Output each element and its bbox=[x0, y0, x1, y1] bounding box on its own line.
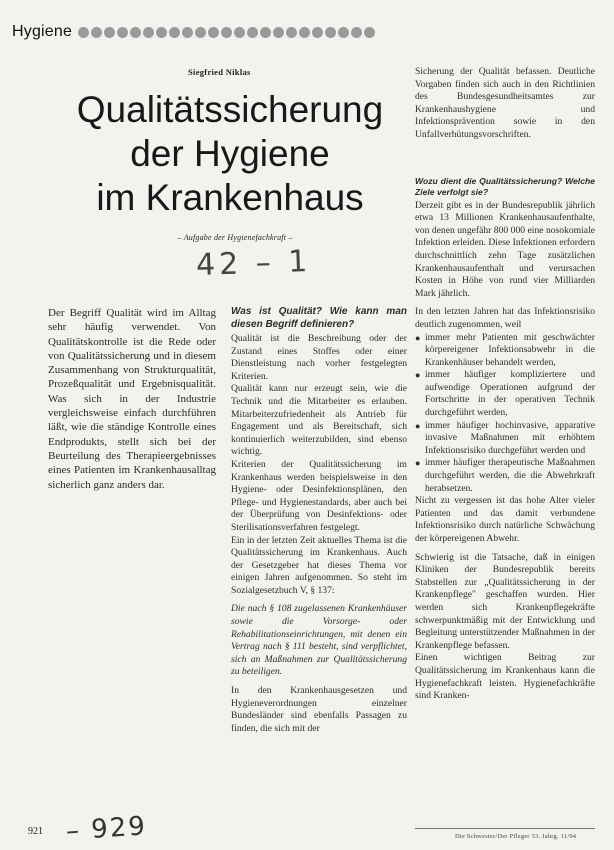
column-1 bbox=[48, 306, 216, 492]
section-heading: Wozu dient die Qualitätssicherung? Welche Ziele verfolgt sie? bbox=[415, 175, 595, 197]
bullet-icon: ● bbox=[415, 332, 421, 343]
decor-dot bbox=[364, 27, 375, 38]
handwritten-note: 42 – 1 bbox=[195, 243, 312, 284]
intro-paragraph: Der Begriff Qualität wird im Alltag sehr häufig verwendet. Von Qualitätskontrolle ist die Rede oder von Qualitätssicherung und in diesem Zusammenhang von Strukturqualität, Prozeßqualität und Ergebnisqualität. Was sich in der Industrie vergleichsweise einfach durchführen läßt, wie die ständige Kontrolle eines Endprodukts, stellt sich bei der Beurteilung des Therapieergebnisses eines Patienten im Krankenhausalltag sicherlich ganz anders dar. bbox=[48, 307, 216, 491]
decor-dot bbox=[169, 27, 180, 38]
section-label: Hygiene bbox=[12, 23, 73, 40]
decor-dot bbox=[338, 27, 349, 38]
decor-dot bbox=[78, 27, 89, 38]
page-number: 921 bbox=[28, 826, 43, 837]
decor-dot bbox=[351, 27, 362, 38]
paragraph: Schwierig ist die Tatsache, daß in einigen Kliniken der Bundesrepublik bereits Stabstellen zur „Qualitätssicherung in der Krankenpflege" geschaffen wurden. Hier werden sich Krankenpflegekräfte schwerpunktmäßig mit der Entwicklung und Begleitung unterstützender Maßnahmen in der Krankenpflege befassen. bbox=[415, 551, 595, 651]
decor-dot bbox=[143, 27, 154, 38]
decor-dot bbox=[208, 27, 219, 38]
bullet-item: ● immer mehr Patienten mit geschwächter körpereigener Infektionsabwehr in die Krankenhäuser behandelt werden, bbox=[415, 331, 595, 368]
title-line-1: Qualitätssicherung bbox=[76, 89, 384, 130]
decor-dot bbox=[312, 27, 323, 38]
paragraph: Qualität kann nur erzeugt sein, wie die Technik und die Mitarbeiter es erlauben. Mitarbeiterzufriedenheit als Antrieb für Engagement und als Bereitschaft, sich kontinuierlich weiterzubilden, sind ebenso wichtig. bbox=[231, 383, 407, 458]
decor-dot bbox=[286, 27, 297, 38]
header-dot-band bbox=[78, 27, 375, 38]
bullet-icon: ● bbox=[415, 420, 421, 431]
paragraph: Sicherung der Qualität befassen. Deutliche Vorgaben finden sich auch in den Richtlinien des Bundesgesundheitsamtes zur Krankenhaushygiene und Infektionsprävention sowie in den Unfallverhütungsvorschriften. bbox=[415, 66, 595, 140]
article-title bbox=[60, 88, 400, 220]
bullet-item: ● immer häufiger hochinvasive, apparative invasive Maßnahmen mit erhöhtem Infektionsrisiko durchgeführt werden und bbox=[415, 419, 595, 456]
title-line-3: im Krankenhaus bbox=[96, 177, 364, 218]
journal-footer: Die Schwester/Der Pfleger 33. Jahrg. 11/94 bbox=[455, 833, 577, 840]
bullet-item: ● immer häufiger kompliziertere und aufwendige Operationen aufgrund der Fortschritte in der operativen Technik durchgeführt werden, bbox=[415, 369, 595, 419]
decor-dot bbox=[247, 27, 258, 38]
decor-dot bbox=[130, 27, 141, 38]
paragraph: In den letzten Jahren hat das Infektionsrisiko deutlich zugenommen, weil bbox=[415, 306, 595, 330]
decor-dot bbox=[117, 27, 128, 38]
law-quote: Die nach § 108 zugelassenen Krankenhäuser sowie die Vorsorge- oder Rehabilitationseinrichtungen, mit denen ein Vertrag nach § 111 besteht, sind verpflichtet, sich an Maßnahmen zur Qualitätssicherung zu beteiligen. bbox=[231, 603, 407, 678]
decor-dot bbox=[195, 27, 206, 38]
column-2 bbox=[231, 306, 407, 735]
decor-dot bbox=[260, 27, 271, 38]
paragraph: In den Krankenhausgesetzen und Hygieneverordnungen einzelner Bundesländer sind ebenfalls Passagen zu finden, die sich mit der bbox=[231, 685, 407, 734]
footer-divider bbox=[415, 828, 595, 829]
article-subtitle: – Aufgabe der Hygienefachkraft – bbox=[177, 233, 293, 242]
bullet-icon: ● bbox=[415, 458, 421, 469]
decor-dot bbox=[234, 27, 245, 38]
decor-dot bbox=[221, 27, 232, 38]
decor-dot bbox=[91, 27, 102, 38]
section-header bbox=[12, 22, 375, 42]
section-heading: Was ist Qualität? Wie kann man diesen Begriff definieren? bbox=[231, 306, 407, 330]
article-author: Siegfried Niklas bbox=[188, 67, 251, 77]
paragraph: Derzeit gibt es in der Bundesrepublik jährlich etwa 13 Millionen Krankenhausaufenthalte, von denen ungefähr 800 000 eine nosokomiale Infektion erleiden. Diese Infektionen erfordern durchschnittlich zehn Tage zusätzlichen Krankenhausaufenthalt und verursachen Kosten in Höhe von rund vier Milliarden Mark jährlich. bbox=[415, 199, 595, 299]
handwritten-page-number: – 929 bbox=[65, 811, 148, 847]
decor-dot bbox=[156, 27, 167, 38]
paragraph: Kriterien der Qualitätssicherung im Krankenhaus werden beispielsweise in den Hygiene- oder Desinfektionsplänen, den Pflege- und Hygienestandards, aber auch bei der Überprüfung von Desinfektions- oder Sterilisationsverfahren festgelegt. bbox=[231, 458, 407, 533]
bullet-icon: ● bbox=[415, 370, 421, 381]
column-3 bbox=[415, 66, 595, 703]
paragraph: Ein in der letzten Zeit aktuelles Thema ist die Qualitätssicherung im Krankenhaus. Auch der Gesetzgeber hat dieses Thema vor einigen Jahren aufgenommen. So steht im Sozialgesetzbuch V, § 137: bbox=[231, 534, 407, 596]
decor-dot bbox=[299, 27, 310, 38]
decor-dot bbox=[273, 27, 284, 38]
paragraph: Einen wichtigen Beitrag zur Qualitätssicherung im Krankenhaus kann die Hygienefachkraft leisten. Hygienefachkräfte sind Kranken- bbox=[415, 652, 595, 702]
title-line-2: der Hygiene bbox=[130, 133, 330, 174]
paragraph: Qualität ist die Beschreibung oder der Zustand eines Stoffes oder einer Dienstleistung nach vorher festgelegten Kriterien. bbox=[231, 333, 407, 382]
decor-dot bbox=[325, 27, 336, 38]
bullet-item: ● immer häufiger therapeutische Maßnahmen durchgeführt werden, die die Abwehrkraft herabsetzen. bbox=[415, 457, 595, 494]
paragraph: Nicht zu vergessen ist das hohe Alter vieler Patienten und das damit verbundene Infektionsrisiko durch natürliche Schwächung der körpereigenen Abwehr. bbox=[415, 495, 595, 544]
decor-dot bbox=[182, 27, 193, 38]
decor-dot bbox=[104, 27, 115, 38]
